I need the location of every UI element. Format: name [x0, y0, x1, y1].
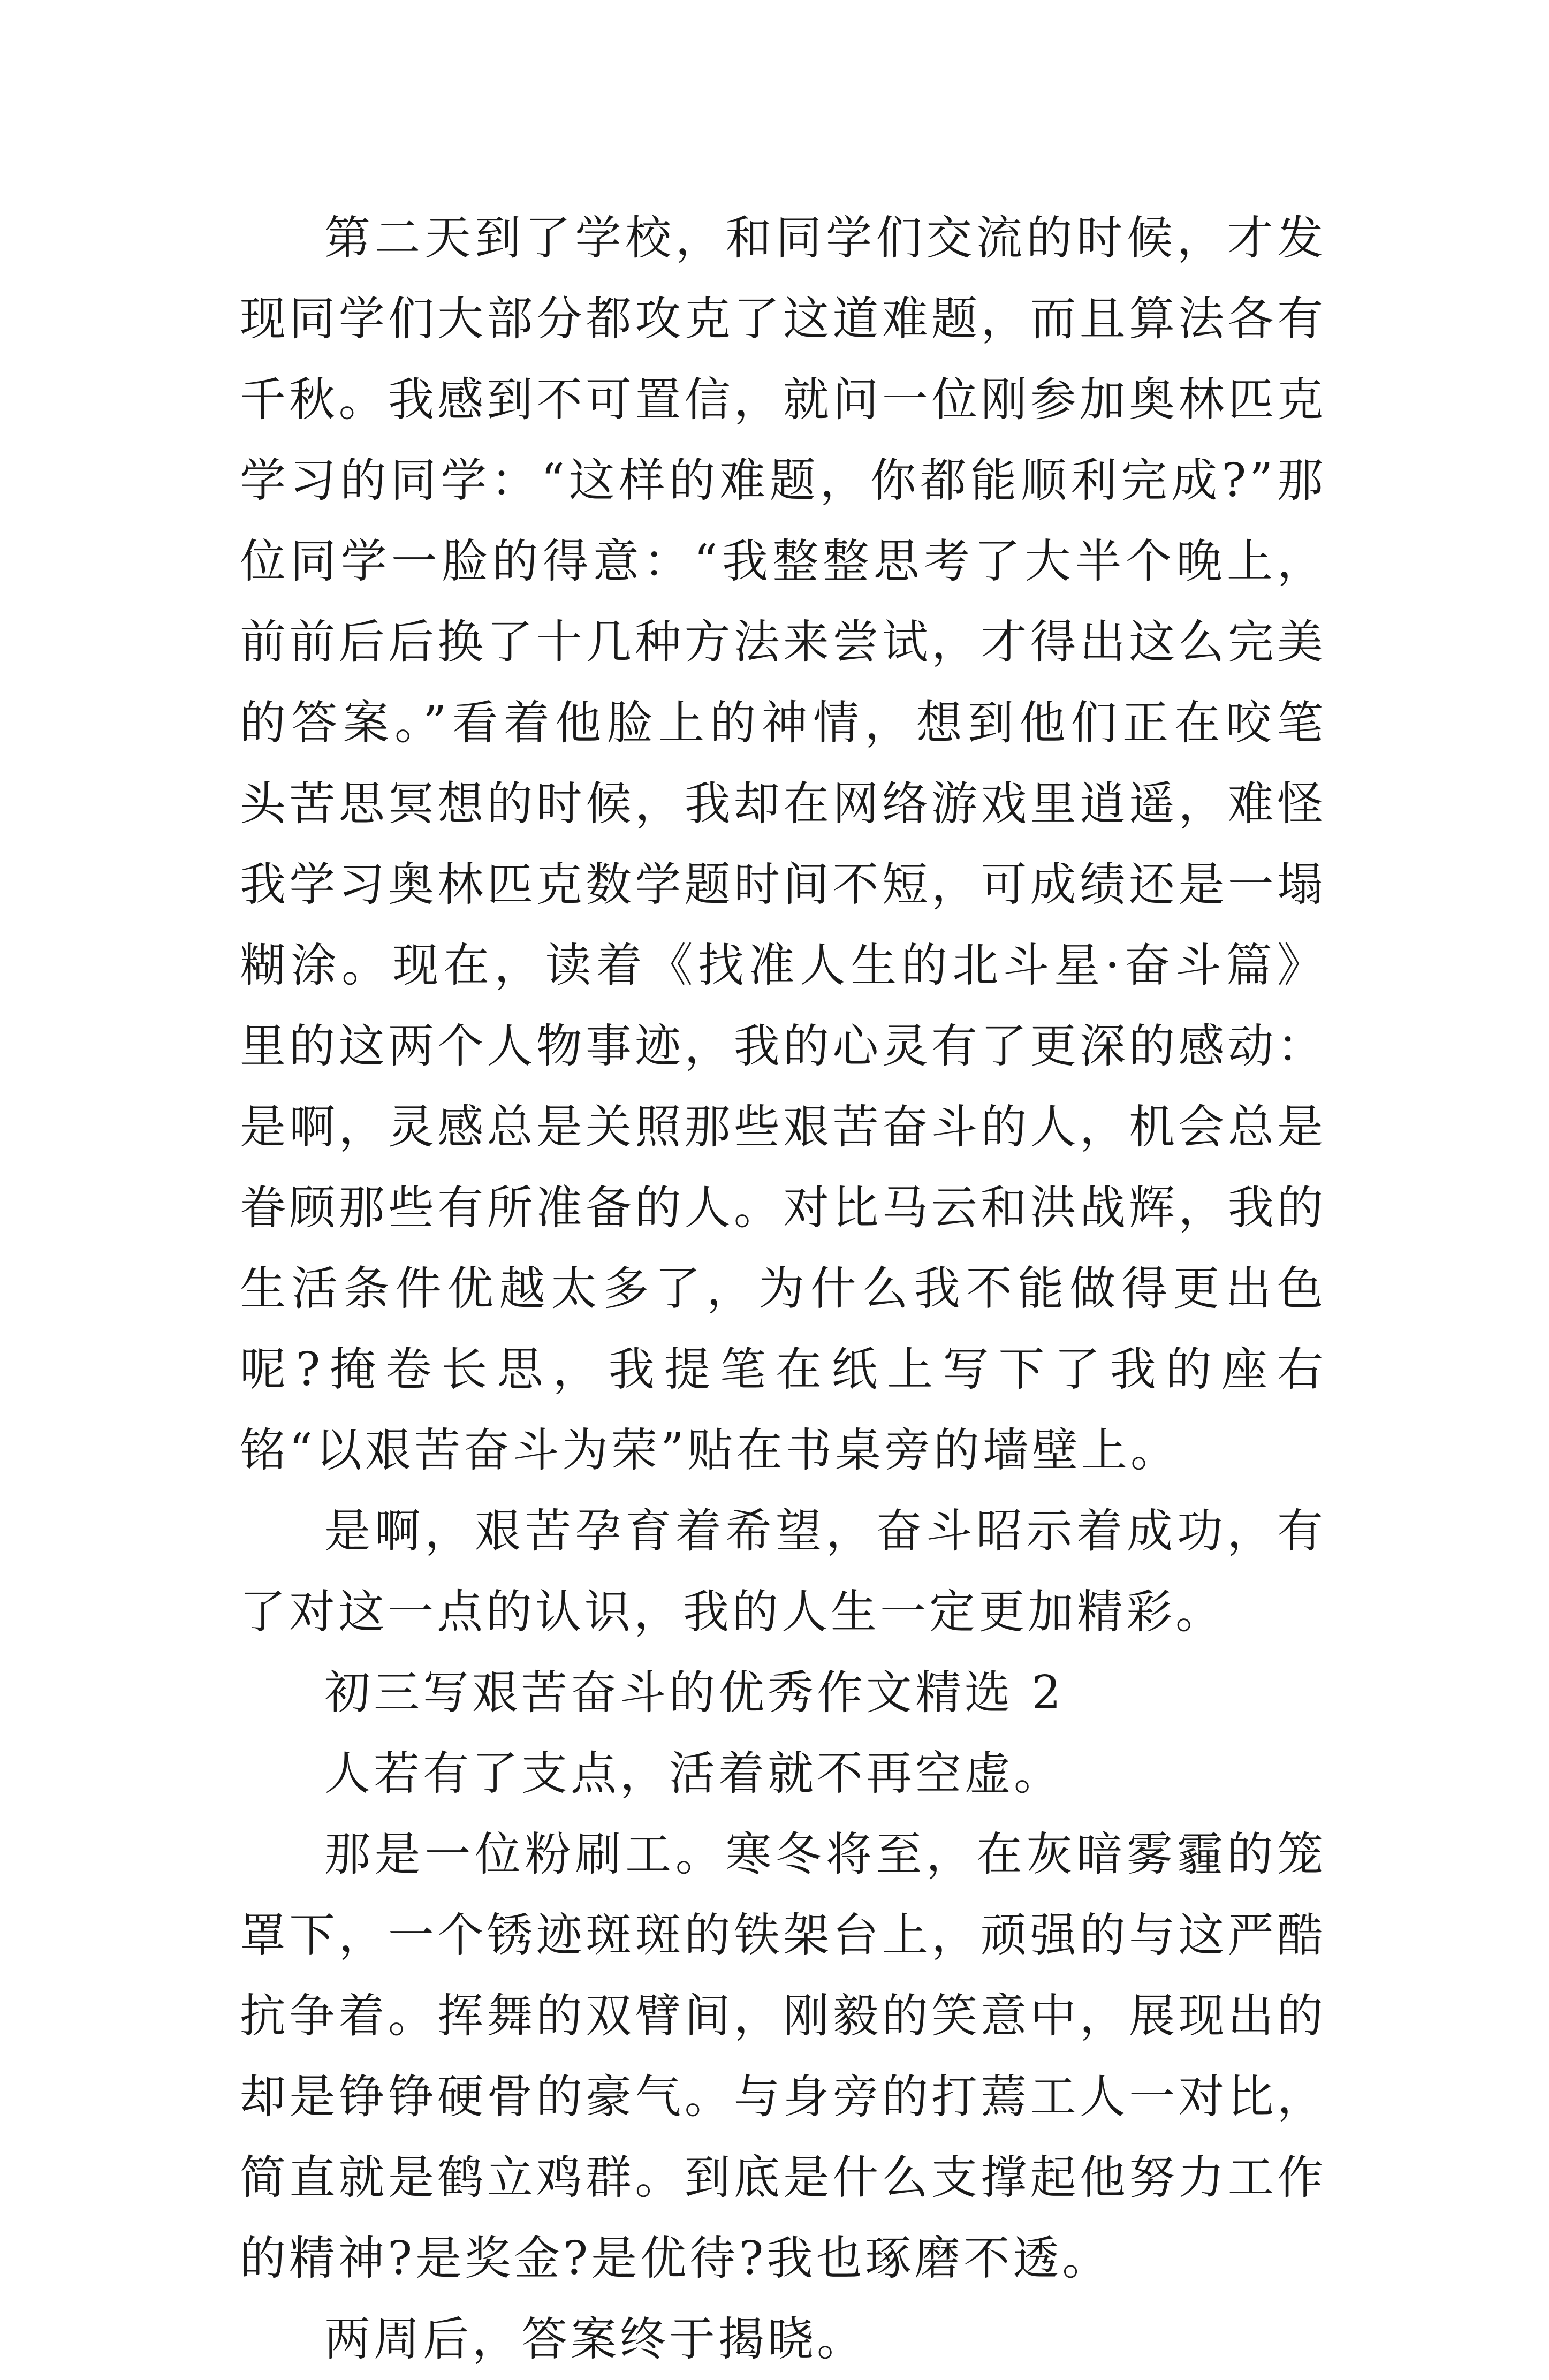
- paragraph: 第二天到了学校，和同学们交流的时候，才发现同学们大部分都攻克了这道难题，而且算法各有千秋。我感到不可置信，就问一位刚参加奥林匹克学习的同学：“这样的难题，你都能顺利完成?”那位同学一脸的得意：“我整整思考了大半个晚上，前前后后换了十几种方法来尝试，才得出这么完美的答案。”看着他脸上的神情，想到他们正在咬笔头苦思冥想的时候，我却在网络游戏里逍遥，难怪我学习奥林匹克数学题时间不短，可成绩还是一塌糊涂。现在，读着《找准人生的北斗星·奋斗篇》里的这两个人物事迹，我的心灵有了更深的感动：是啊，灵感总是关照那些艰苦奋斗的人，机会总是眷顾那些有所准备的人。对比马云和洪战辉，我的生活条件优越太多了，为什么我不能做得更出色呢?掩卷长思，我提笔在纸上写下了我的座右铭“以艰苦奋斗为荣”贴在书桌旁的墙壁上。: [240, 211, 1326, 1477]
- article-body: [240, 198, 1326, 2380]
- paragraph: 两周后，答案终于揭晓。: [324, 2313, 866, 2366]
- section-title: 初三写艰苦奋斗的优秀作文精选 2: [324, 1666, 1065, 1720]
- paragraph: 人若有了支点，活着就不再空虚。: [324, 1747, 1063, 1800]
- paragraph: 是啊，艰苦孕育着希望，奋斗昭示着成功，有了对这一点的认识，我的人生一定更加精彩。: [240, 1504, 1326, 1639]
- paragraph: 那是一位粉刷工。寒冬将至，在灰暗雾霾的笼罩下，一个锈迹斑斑的铁架台上，顽强的与这严酷抗争着。挥舞的双臂间，刚毅的笑意中，展现出的却是铮铮硬骨的豪气。与身旁的打蔫工人一对比，简直就是鹤立鸡群。到底是什么支撑起他努力工作的精神?是奖金?是优待?我也琢磨不透。: [240, 1828, 1326, 2285]
